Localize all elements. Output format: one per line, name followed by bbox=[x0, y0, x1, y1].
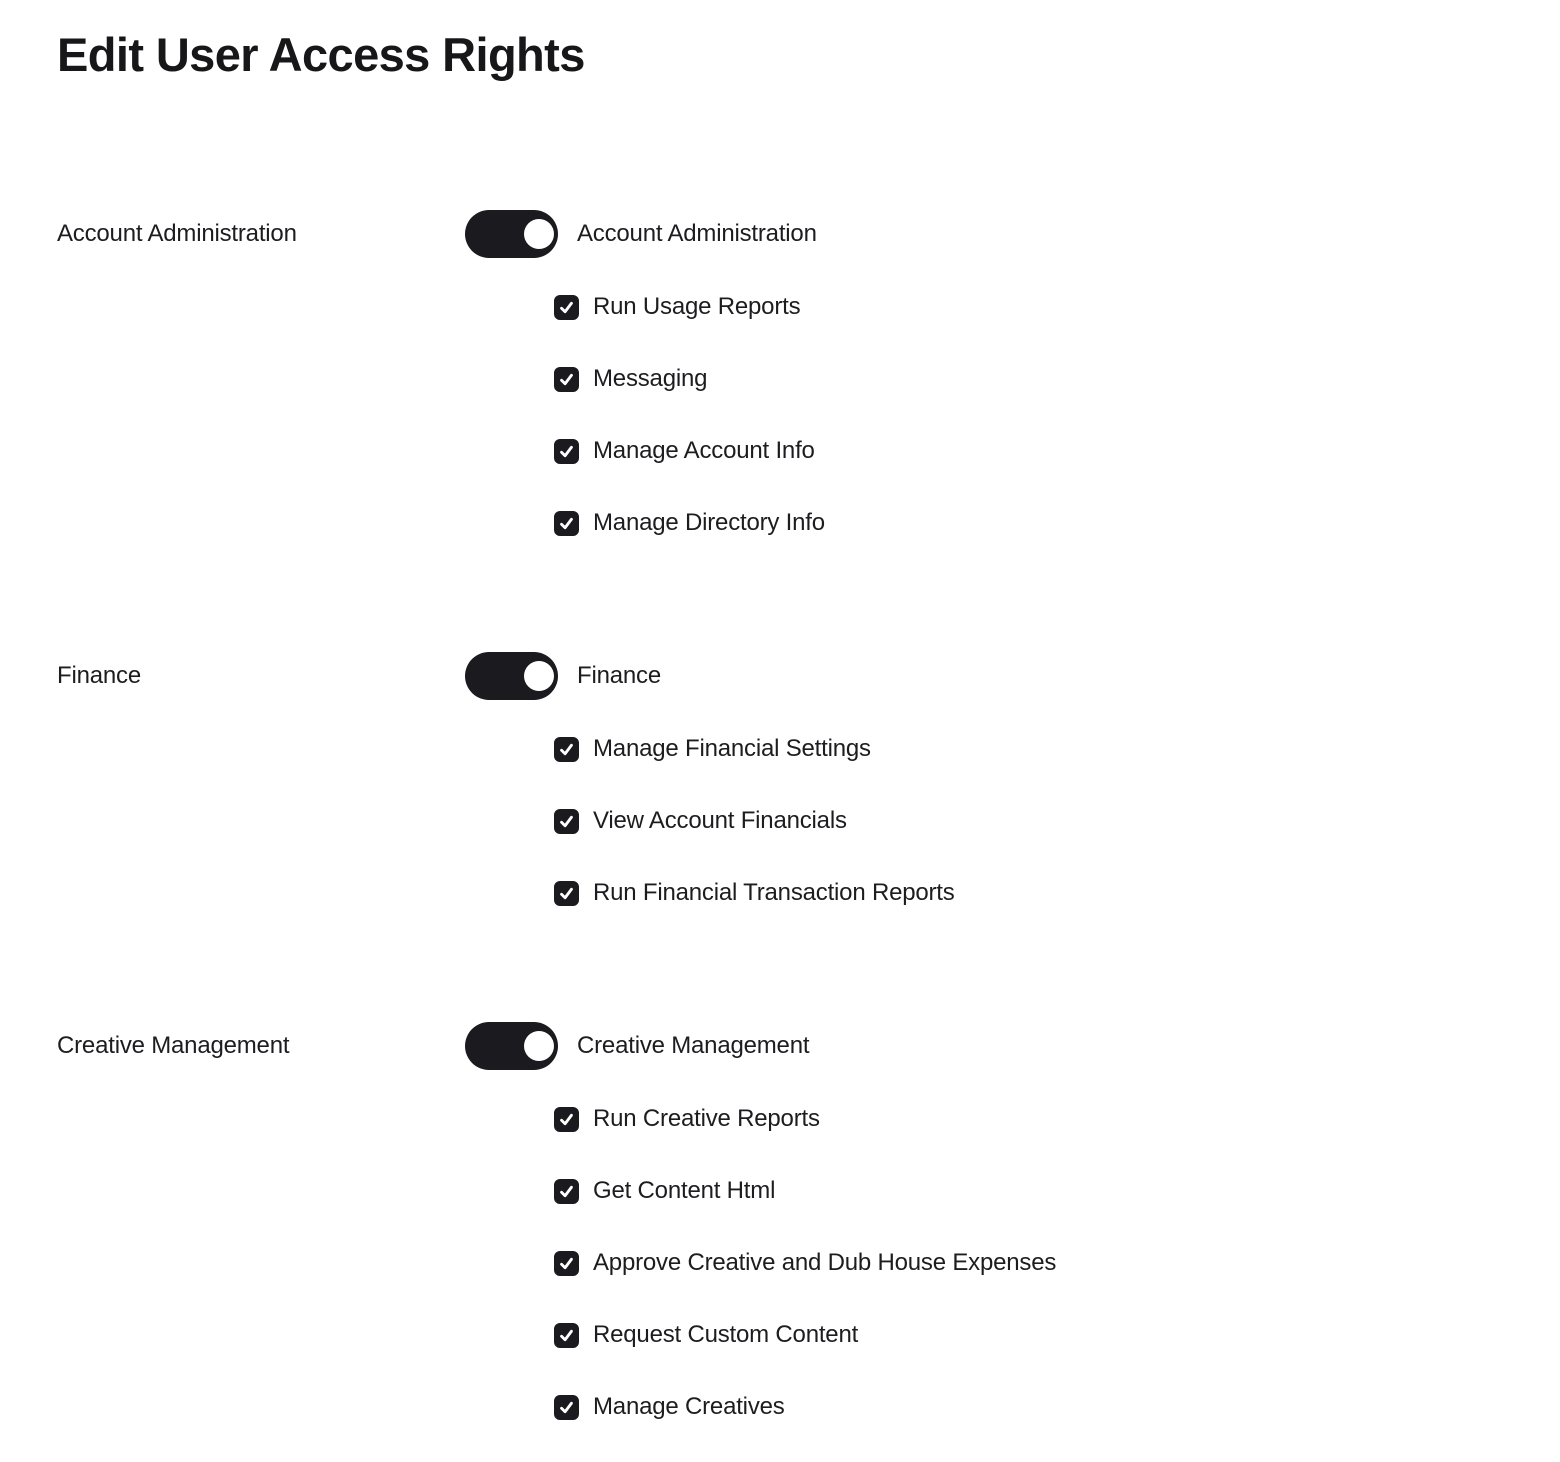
section-toggle-label: Finance bbox=[577, 662, 661, 690]
permission-label: View Account Financials bbox=[593, 807, 847, 835]
section-toggle-account-administration[interactable] bbox=[465, 210, 558, 258]
permission-list bbox=[554, 294, 1520, 536]
section-toggle-label: Account Administration bbox=[577, 220, 817, 248]
checkmark-icon bbox=[558, 813, 575, 830]
permission-checkbox[interactable] bbox=[554, 295, 579, 320]
permission-row[interactable] bbox=[554, 808, 847, 834]
permission-label: Messaging bbox=[593, 365, 708, 393]
section-toggle-label: Creative Management bbox=[577, 1032, 810, 1060]
section-content bbox=[465, 210, 1520, 536]
checkmark-icon bbox=[558, 1111, 575, 1128]
permission-row[interactable] bbox=[554, 1322, 858, 1348]
access-rights-sections bbox=[57, 210, 1520, 1420]
section-toggle-creative-management[interactable] bbox=[465, 1022, 558, 1070]
permission-label: Request Custom Content bbox=[593, 1321, 859, 1349]
permission-checkbox[interactable] bbox=[554, 1107, 579, 1132]
permission-row[interactable] bbox=[554, 1178, 775, 1204]
permission-label: Run Financial Transaction Reports bbox=[593, 879, 955, 907]
permission-row[interactable] bbox=[554, 1250, 1056, 1276]
permission-row[interactable] bbox=[554, 1394, 785, 1420]
checkmark-icon bbox=[558, 371, 575, 388]
section-toggle-row bbox=[465, 652, 1520, 700]
permission-checkbox[interactable] bbox=[554, 1323, 579, 1348]
permission-checkbox[interactable] bbox=[554, 881, 579, 906]
checkmark-icon bbox=[558, 1399, 575, 1416]
access-section-creative-management bbox=[57, 1022, 1520, 1420]
permission-label: Manage Creatives bbox=[593, 1393, 785, 1421]
permission-label: Run Usage Reports bbox=[593, 293, 801, 321]
toggle-knob-icon bbox=[524, 1031, 554, 1061]
permission-row[interactable] bbox=[554, 880, 955, 906]
section-toggle-row bbox=[465, 210, 1520, 258]
checkmark-icon bbox=[558, 515, 575, 532]
checkmark-icon bbox=[558, 443, 575, 460]
permission-row[interactable] bbox=[554, 1106, 820, 1132]
permission-checkbox[interactable] bbox=[554, 367, 579, 392]
checkmark-icon bbox=[558, 1255, 575, 1272]
permission-checkbox[interactable] bbox=[554, 809, 579, 834]
section-label: Finance bbox=[57, 662, 141, 690]
permission-list bbox=[554, 736, 1520, 906]
permission-row[interactable] bbox=[554, 510, 825, 536]
checkmark-icon bbox=[558, 299, 575, 316]
page-title: Edit User Access Rights bbox=[57, 28, 585, 81]
permission-row[interactable] bbox=[554, 736, 871, 762]
section-content bbox=[465, 652, 1520, 906]
permission-label: Run Creative Reports bbox=[593, 1105, 820, 1133]
permission-label: Manage Financial Settings bbox=[593, 735, 871, 763]
checkmark-icon bbox=[558, 1183, 575, 1200]
permission-label: Manage Directory Info bbox=[593, 509, 825, 537]
permission-row[interactable] bbox=[554, 366, 707, 392]
permission-label: Approve Creative and Dub House Expenses bbox=[593, 1249, 1057, 1277]
permission-row[interactable] bbox=[554, 438, 815, 464]
permission-checkbox[interactable] bbox=[554, 1395, 579, 1420]
section-toggle-finance[interactable] bbox=[465, 652, 558, 700]
section-label: Creative Management bbox=[57, 1032, 290, 1060]
section-content bbox=[465, 1022, 1520, 1420]
permission-list bbox=[554, 1106, 1520, 1420]
toggle-knob-icon bbox=[524, 661, 554, 691]
checkmark-icon bbox=[558, 885, 575, 902]
checkmark-icon bbox=[558, 1327, 575, 1344]
access-section-account-administration bbox=[57, 210, 1520, 536]
section-toggle-row bbox=[465, 1022, 1520, 1070]
toggle-knob-icon bbox=[524, 219, 554, 249]
permission-checkbox[interactable] bbox=[554, 439, 579, 464]
permission-row[interactable] bbox=[554, 294, 800, 320]
permission-checkbox[interactable] bbox=[554, 1251, 579, 1276]
permission-checkbox[interactable] bbox=[554, 1179, 579, 1204]
permission-label: Get Content Html bbox=[593, 1177, 776, 1205]
checkmark-icon bbox=[558, 741, 575, 758]
section-label: Account Administration bbox=[57, 220, 297, 248]
permission-checkbox[interactable] bbox=[554, 737, 579, 762]
access-section-finance bbox=[57, 652, 1520, 906]
permission-label: Manage Account Info bbox=[593, 437, 815, 465]
permission-checkbox[interactable] bbox=[554, 511, 579, 536]
